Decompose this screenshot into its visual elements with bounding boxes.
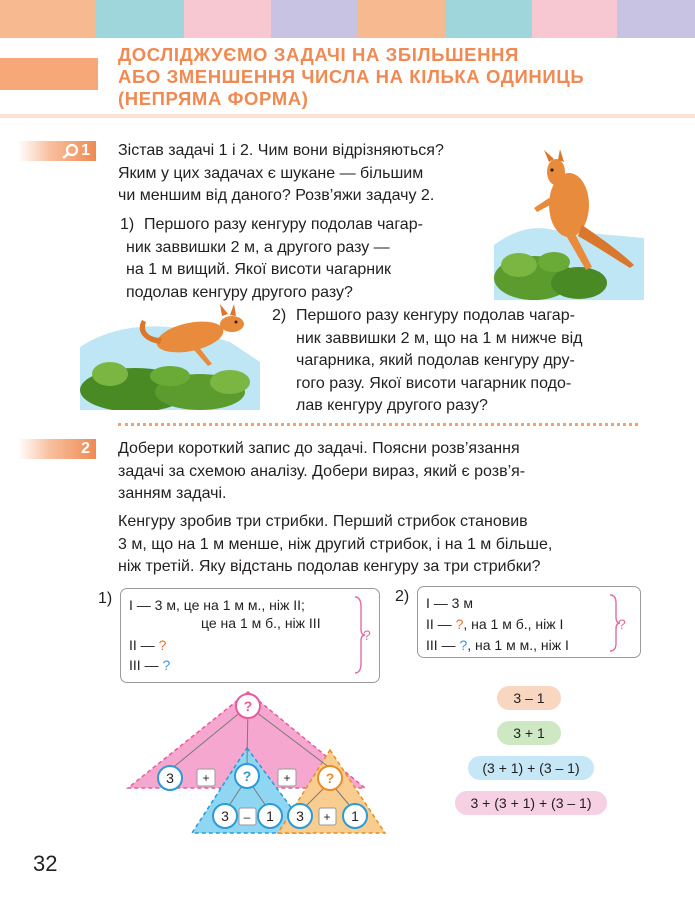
header-stripe — [0, 0, 96, 38]
brace-question: ? — [363, 627, 371, 643]
title-tab — [0, 58, 98, 90]
title-divider — [0, 114, 695, 118]
text-line: гого разу. Якої висоти чагарник подо- — [296, 374, 572, 392]
kangaroo-illustration-standing — [494, 150, 644, 300]
record-1-line-1: I — 3 м, це на 1 м м., ніж II; — [129, 597, 305, 613]
magnifier-icon — [62, 143, 80, 159]
record-text: , на 1 м б., ніж I — [463, 616, 564, 632]
record-2-line-3 — [426, 637, 569, 653]
scheme-node-3: 3 — [166, 770, 174, 786]
task-1-intro — [118, 140, 444, 208]
title-line-2: АБО ЗМЕНШЕННЯ ЧИСЛА НА КІЛЬКА ОДИНИЦЬ — [118, 66, 585, 87]
unknown-mark: ? — [455, 616, 464, 632]
short-record-1 — [120, 588, 380, 683]
record-text: III — — [426, 637, 460, 653]
record-2-number: 2) — [395, 588, 410, 605]
task-2-problem — [118, 511, 552, 579]
task-1-problem-2 — [296, 305, 583, 418]
unknown-mark: ? — [158, 637, 167, 653]
text-line: 3 м, що на 1 м менше, ніж другий стрибок, і на 1 м більше, — [118, 535, 553, 553]
page-title — [118, 44, 678, 110]
scheme-middle-question: ? — [242, 768, 252, 784]
scheme-node-1: 1 — [351, 808, 359, 824]
unknown-mark: ? — [162, 657, 171, 673]
scheme-plus: + — [202, 771, 210, 785]
text-line: чи меншим від даного? Розв’яжи задачу 2. — [118, 187, 435, 204]
header-stripe — [532, 0, 617, 38]
task-1-problem-1-number: 1) — [120, 216, 135, 233]
task-1-problem-2-number: 2) — [272, 307, 287, 324]
header-stripe — [358, 0, 445, 38]
record-1-line-3 — [129, 637, 166, 653]
scheme-node-1: 1 — [266, 808, 274, 824]
header-stripe — [184, 0, 271, 38]
scheme-plus: + — [323, 810, 331, 824]
header-stripe — [617, 0, 695, 38]
task-2-intro — [118, 438, 525, 506]
expression-option[interactable]: 3 – 1 — [497, 686, 561, 710]
header-stripe — [445, 0, 532, 38]
section-divider — [118, 423, 638, 426]
task-2-tab — [18, 439, 96, 459]
text-line: ник заввишки 2 м, що на 1 м нижче від — [296, 329, 583, 347]
text-line: лав кенгуру другого разу? — [296, 397, 488, 414]
text-line: на 1 м вищий. Якої висоти чагарник — [126, 261, 392, 278]
record-1-line-2: це на 1 м б., ніж III — [201, 615, 321, 631]
task-1-tab — [18, 141, 96, 161]
record-2-line-2 — [426, 616, 563, 632]
analysis-scheme — [120, 688, 390, 838]
record-1-number: 1) — [98, 590, 113, 607]
text-line: задачі за схемою аналізу. Добери вираз, який є розв’я- — [118, 462, 526, 480]
text-line: Зістав задачі 1 і 2. Чим вони відрізняються? — [118, 142, 444, 159]
scheme-node-3: 3 — [221, 808, 229, 824]
scheme-top-question: ? — [243, 698, 253, 714]
record-text: III — — [129, 657, 163, 673]
text-line: ніж третій. Яку відстань подолав кенгуру за три стрибки? — [118, 558, 541, 575]
expression-option[interactable]: (3 + 1) + (3 – 1) — [468, 756, 594, 780]
scheme-plus: + — [283, 771, 291, 785]
scheme-right-question: ? — [325, 770, 335, 786]
expression-option[interactable]: 3 + 1 — [497, 721, 561, 745]
text-line: занням задачі. — [118, 485, 227, 502]
record-2-line-1: I — 3 м — [426, 595, 473, 611]
header-stripe — [271, 0, 358, 38]
text-line: Кенгуру зробив три стрибки. Перший стрибок становив — [118, 513, 528, 530]
title-line-3: (НЕПРЯМА ФОРМА) — [118, 88, 309, 109]
unknown-mark: ? — [459, 637, 468, 653]
short-record-2 — [417, 586, 641, 658]
text-line: Добери короткий запис до задачі. Поясни розв’язання — [118, 440, 520, 457]
task-1-number: 1 — [81, 142, 90, 159]
text-line: чагарника, який подолав кенгуру дру- — [296, 352, 575, 369]
task-2-number: 2 — [81, 440, 90, 457]
record-text: , на 1 м м., ніж I — [467, 637, 569, 653]
scheme-node-3: 3 — [296, 808, 304, 824]
task-1-problem-1 — [126, 214, 423, 304]
title-line-1: ДОСЛІДЖУЄМО ЗАДАЧІ НА ЗБІЛЬШЕННЯ — [118, 44, 519, 65]
text-line: Яким у цих задачах є шукане — більшим — [118, 164, 424, 182]
record-text: II — — [129, 637, 159, 653]
brace-question: ? — [618, 616, 626, 632]
text-line: Першого разу кенгуру подолав чагар- — [144, 216, 423, 233]
page-number: 32 — [33, 851, 58, 876]
scheme-minus: – — [243, 810, 251, 824]
text-line: подолав кенгуру другого разу? — [126, 283, 353, 301]
kangaroo-illustration-jumping — [80, 302, 260, 410]
text-line: Першого разу кенгуру подолав чагар- — [296, 307, 575, 324]
text-line: ник заввишки 2 м, а другого разу — — [126, 238, 390, 256]
expression-option[interactable]: 3 + (3 + 1) + (3 – 1) — [455, 791, 607, 815]
record-1-line-4 — [129, 657, 170, 673]
header-stripe — [96, 0, 184, 38]
record-text: II — — [426, 616, 456, 632]
